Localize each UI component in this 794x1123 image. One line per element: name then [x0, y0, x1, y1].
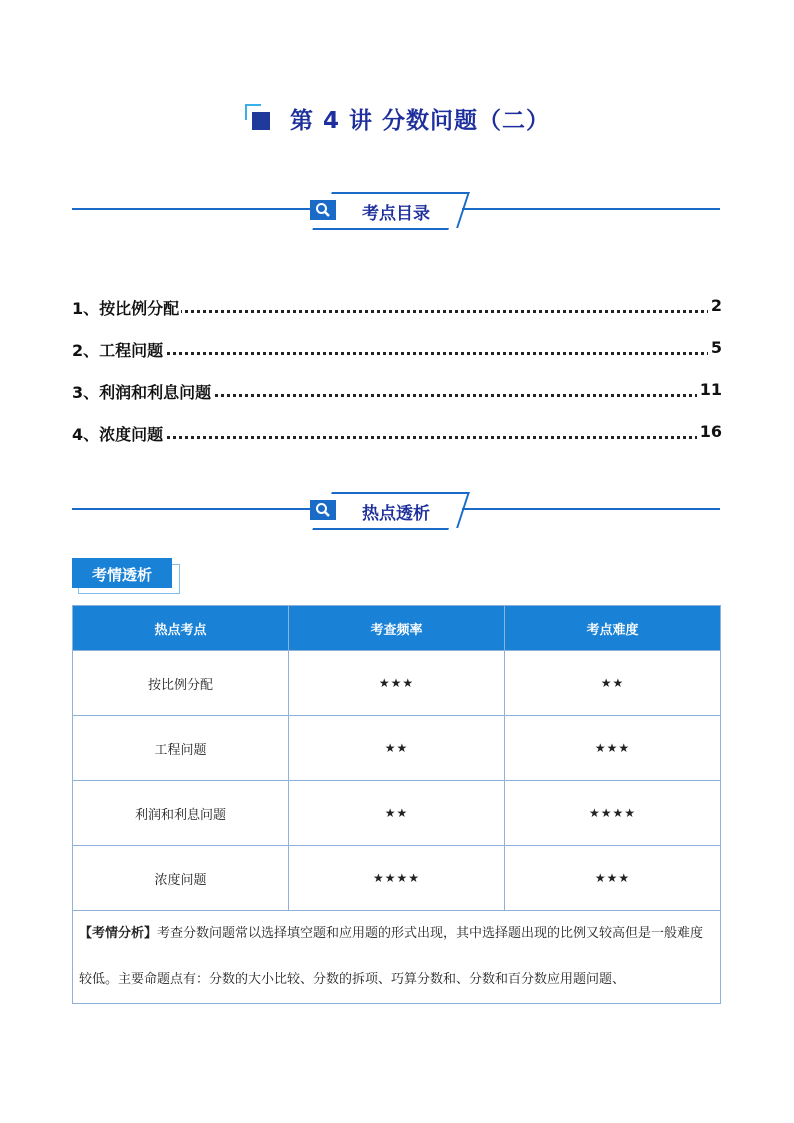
toc-item-label: 2、工程问题 [72, 338, 165, 361]
column-header: 热点考点 [73, 606, 289, 651]
cell-frequency: ★★ [289, 716, 505, 781]
subsection-tag-label: 考情透析 [91, 566, 152, 584]
table-row [73, 846, 721, 911]
page-title: 第 4 讲 分数问题（二） [290, 108, 551, 134]
subsection-tag [72, 558, 172, 592]
table-header-row [73, 606, 721, 651]
analysis-row [73, 911, 721, 1004]
toc-item-page: 16 [697, 422, 722, 441]
column-header: 考查频率 [289, 606, 505, 651]
cell-difficulty: ★★★ [505, 716, 721, 781]
search-icon [310, 200, 336, 220]
analysis-label: 【考情分析】 [79, 926, 158, 941]
page-title-block [0, 100, 794, 140]
toc-item-page: 11 [697, 380, 722, 399]
analysis-text: 考查分数问题常以选择填空题和应用题的形式出现，其中选择题出现的比例又较高但是一般难度较低。主要命题点有：分数的大小比较、分数的拆项、巧算分数和、分数和百分数应用题问题、 [79, 926, 704, 987]
section-banner-toc [72, 192, 720, 236]
toc-item-label: 3、利润和利息问题 [72, 380, 213, 403]
table-row [73, 651, 721, 716]
section-label-toc: 考点目录 [362, 204, 430, 224]
cell-frequency: ★★ [289, 781, 505, 846]
toc-item-page: 5 [708, 338, 722, 357]
cell-topic: 利润和利息问题 [73, 781, 289, 846]
table-row [73, 716, 721, 781]
search-icon [310, 500, 336, 520]
toc-item-page: 2 [708, 296, 722, 315]
toc-item[interactable] [72, 338, 722, 362]
cell-difficulty: ★★ [505, 651, 721, 716]
cell-difficulty: ★★★ [505, 846, 721, 911]
cell-topic: 工程问题 [73, 716, 289, 781]
square-bullet-icon [245, 104, 273, 132]
hotspot-table [72, 605, 721, 1004]
toc-item-label: 4、浓度问题 [72, 422, 165, 445]
section-banner-hot [72, 492, 720, 536]
cell-frequency: ★★★★ [289, 846, 505, 911]
cell-topic: 浓度问题 [73, 846, 289, 911]
table-row [73, 781, 721, 846]
toc-item[interactable] [72, 380, 722, 404]
cell-frequency: ★★★ [289, 651, 505, 716]
toc-item[interactable] [72, 422, 722, 446]
analysis-cell [73, 911, 721, 1004]
cell-difficulty: ★★★★ [505, 781, 721, 846]
toc-item[interactable] [72, 296, 722, 320]
column-header: 考点难度 [505, 606, 721, 651]
section-label-hot: 热点透析 [362, 504, 430, 524]
toc-item-label: 1、按比例分配 [72, 296, 181, 319]
cell-topic: 按比例分配 [73, 651, 289, 716]
